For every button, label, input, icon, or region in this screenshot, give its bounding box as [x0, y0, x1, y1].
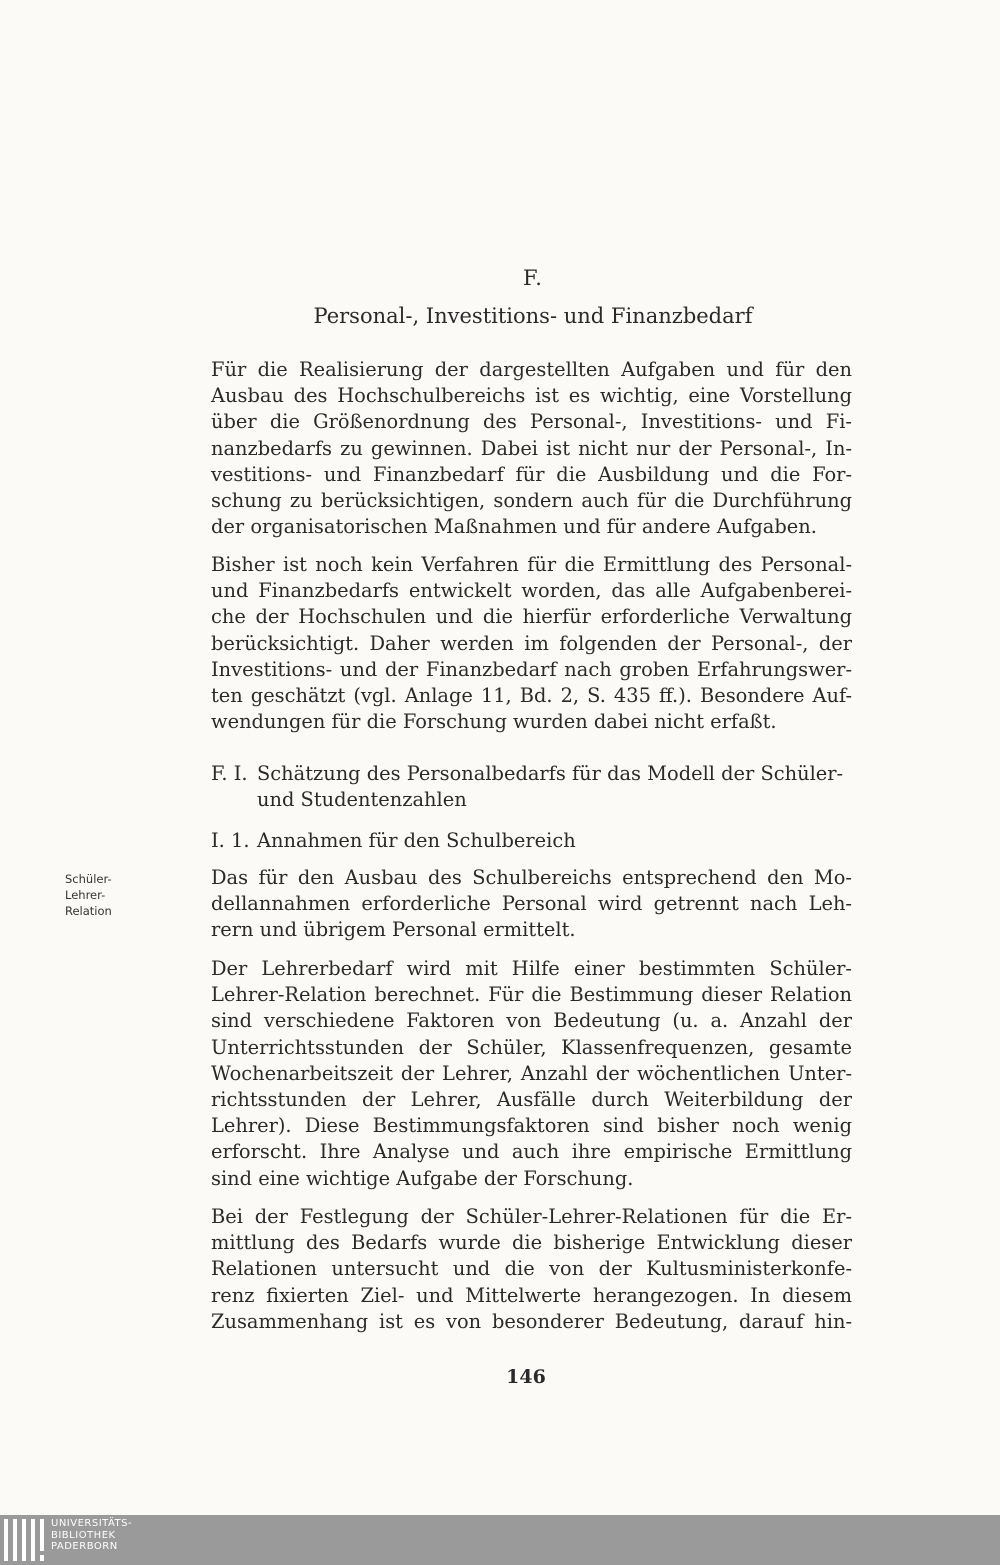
text-line: dellannahmen erforderliche Personal wird getrennt nach Leh- [211, 892, 852, 916]
margin-note-line: Schüler- [65, 872, 112, 886]
text-line: Für die Realisierung der dargestellten Aufgaben und für den [211, 358, 852, 381]
text-line: schung zu berücksichtigen, sondern auch für die Durchführung [211, 489, 852, 513]
paragraph-personnel [211, 865, 852, 944]
text-line: Ausbau des Hochschulbereichs ist es wichtig, eine Vorstellung [211, 384, 852, 408]
library-name-line: PADERBORN [51, 1541, 118, 1552]
chapter-letter: F. [523, 266, 543, 290]
text-line: erforscht. Ihre Analyse und auch ihre empirische Ermittlung [211, 1140, 852, 1164]
section-title-line: Schätzung des Personalbedarfs für das Modell der Schüler- [257, 762, 844, 785]
logo-bar [40, 1519, 44, 1551]
section-heading-i1 [211, 828, 852, 854]
margin-note [65, 871, 112, 919]
chapter-title: Personal-, Investitions- und Finanzbedarf [313, 304, 753, 328]
text-line: Bei der Festlegung der Schüler-Lehrer-Relationen für die Er- [211, 1205, 852, 1228]
text-line: sind verschiedene Faktoren von Bedeutung (u. a. Anzahl der [211, 1009, 852, 1033]
text-line: richtsstunden der Lehrer, Ausfälle durch Weiterbildung der [211, 1088, 852, 1112]
text-line: Investitions- und der Finanzbedarf nach groben Erfahrungswer- [211, 657, 852, 681]
section-title: Annahmen für den Schulbereich [257, 829, 576, 852]
text-line: Relationen untersucht und die von der Kultusministerkonfe- [211, 1257, 852, 1281]
logo-dot [40, 1555, 44, 1561]
section-title-line: und Studentenzahlen [257, 788, 467, 812]
text-line: Bisher ist noch kein Verfahren für die Ermittlung des Personal- [211, 553, 852, 576]
text-line: Lehrer-Relation berechnet. Für die Bestimmung dieser Relation [211, 983, 852, 1007]
section-number: F. I. [211, 762, 248, 785]
text-line: sind eine wichtige Aufgabe der Forschung. [211, 1166, 634, 1190]
text-line: und Finanzbedarfs entwickelt worden, das alle Aufgabenberei- [211, 579, 852, 603]
text-line: Das für den Ausbau des Schulbereichs entsprechend den Mo- [211, 866, 852, 889]
section-heading-fi [211, 761, 852, 813]
text-line: rern und übrigem Personal ermittelt. [211, 918, 576, 942]
text-line: che der Hochschulen und die hierfür erforderliche Verwaltung [211, 605, 852, 629]
text-line: vestitions- und Finanzbedarf für die Ausbildung und die For- [211, 462, 852, 486]
text-line: berücksichtigt. Daher werden im folgenden der Personal-, der [211, 631, 852, 655]
library-name-line: UNIVERSITÄTS- [51, 1518, 133, 1529]
footer-bar [0, 1515, 1000, 1565]
margin-note-line: Lehrer- [65, 888, 106, 902]
logo-bar [31, 1519, 35, 1561]
paragraph-intro [211, 357, 852, 540]
logo-bar [13, 1519, 17, 1561]
paragraph-method [211, 552, 852, 735]
paragraph-teacher-demand [211, 956, 852, 1192]
text-line: mittlung des Bedarfs wurde die bisherige Entwicklung dieser [211, 1231, 852, 1255]
paragraph-relations [211, 1204, 852, 1335]
text-line: Unterrichtsstunden der Schüler, Klassenfrequenzen, gesamte [211, 1035, 852, 1059]
logo-bar [4, 1519, 8, 1561]
library-name-line: BIBLIOTHEK [51, 1529, 116, 1541]
text-line: Lehrer). Diese Bestimmungsfaktoren sind bisher noch wenig [211, 1114, 852, 1138]
text-line: Zusammenhang ist es von besonderer Bedeutung, darauf hin- [211, 1309, 852, 1333]
text-line: wendungen für die Forschung wurden dabei nicht erfaßt. [211, 710, 777, 734]
text-line: ten geschätzt (vgl. Anlage 11, Bd. 2, S. 435 ff.). Besondere Auf- [211, 684, 852, 708]
text-line: Der Lehrerbedarf wird mit Hilfe einer bestimmten Schüler- [211, 957, 852, 980]
text-line: Wochenarbeitszeit der Lehrer, Anzahl der wöchentlichen Unter- [211, 1061, 852, 1085]
library-logo [0, 1515, 140, 1565]
library-name [51, 1518, 132, 1553]
logo-bar [22, 1519, 26, 1561]
page-number: 146 [506, 1366, 546, 1388]
margin-note-line: Relation [65, 904, 112, 918]
text-line: renz fixierten Ziel- und Mittelwerte herangezogen. In diesem [211, 1283, 852, 1307]
text-line: der organisatorischen Maßnahmen und für andere Aufgaben. [211, 515, 817, 539]
text-line: nanzbedarfs zu gewinnen. Dabei ist nicht nur der Personal-, In- [211, 436, 852, 460]
text-line: über die Größenordnung des Personal-, Investitions- und Fi- [211, 410, 852, 434]
section-number: I. 1. [211, 829, 250, 852]
